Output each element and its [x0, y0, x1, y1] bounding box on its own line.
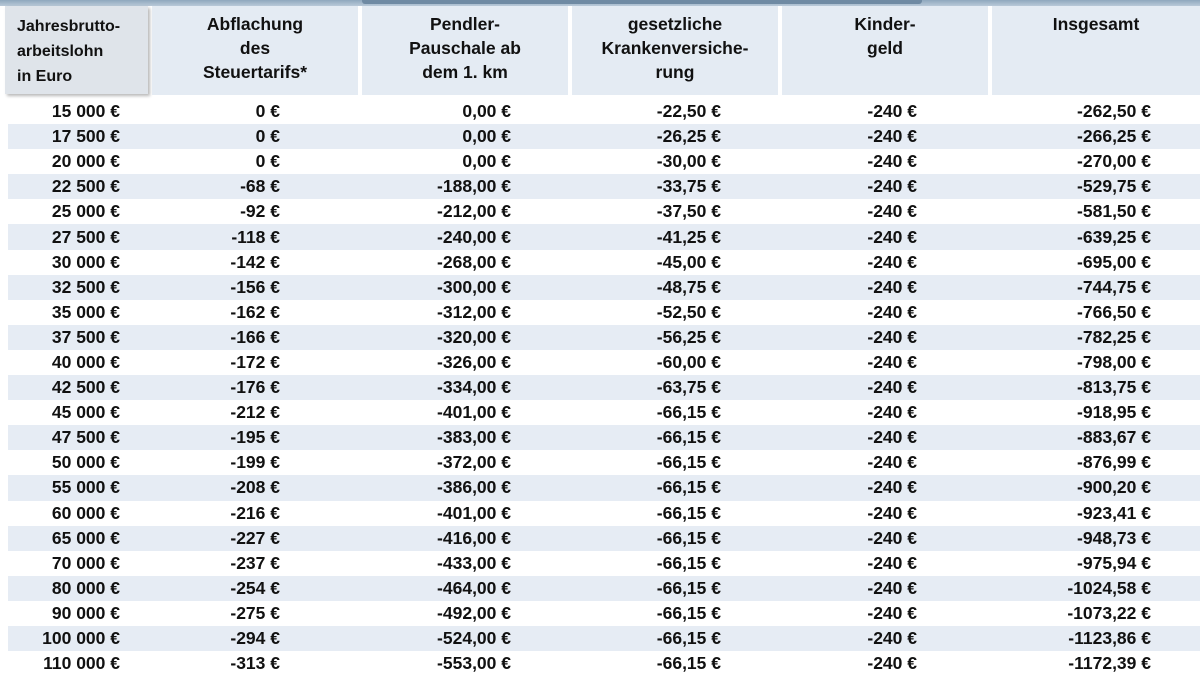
health-insurance-cell: -66,15 € — [511, 450, 721, 475]
tax-flattening-cell: -275 € — [120, 601, 280, 626]
income-cell: 70 000 € — [8, 551, 120, 576]
total-cell: -900,20 € — [917, 475, 1151, 500]
row-margin — [0, 149, 8, 174]
tax-flattening-cell: 0 € — [120, 99, 280, 124]
health-insurance-cell: -52,50 € — [511, 300, 721, 325]
row-end — [1151, 325, 1200, 350]
income-cell: 55 000 € — [8, 475, 120, 500]
income-cell: 100 000 € — [8, 626, 120, 651]
income-cell: 45 000 € — [8, 400, 120, 425]
health-insurance-cell: -66,15 € — [511, 501, 721, 526]
child-benefit-cell: -240 € — [721, 475, 917, 500]
table-row — [0, 601, 1200, 626]
tax-flattening-cell: -156 € — [120, 275, 280, 300]
child-benefit-cell: -240 € — [721, 99, 917, 124]
health-insurance-cell: -48,75 € — [511, 275, 721, 300]
commuter-cell: -300,00 € — [280, 275, 511, 300]
health-insurance-cell: -56,25 € — [511, 325, 721, 350]
health-insurance-cell: -66,15 € — [511, 551, 721, 576]
row-end — [1151, 400, 1200, 425]
commuter-cell: -464,00 € — [280, 576, 511, 601]
commuter-cell: -524,00 € — [280, 626, 511, 651]
income-cell: 20 000 € — [8, 149, 120, 174]
header-total: Insgesamt — [992, 6, 1200, 95]
income-cell: 65 000 € — [8, 526, 120, 551]
commuter-cell: -212,00 € — [280, 199, 511, 224]
row-end — [1151, 250, 1200, 275]
row-end — [1151, 124, 1200, 149]
row-margin — [0, 124, 8, 149]
income-cell: 37 500 € — [8, 325, 120, 350]
child-benefit-cell: -240 € — [721, 350, 917, 375]
row-end — [1151, 450, 1200, 475]
total-cell: -766,50 € — [917, 300, 1151, 325]
table-row — [0, 475, 1200, 500]
income-cell: 47 500 € — [8, 425, 120, 450]
header-child-benefit: Kinder- geld — [782, 6, 988, 95]
child-benefit-cell: -240 € — [721, 400, 917, 425]
health-insurance-cell: -30,00 € — [511, 149, 721, 174]
health-insurance-cell: -66,15 € — [511, 526, 721, 551]
table-row — [0, 375, 1200, 400]
health-insurance-cell: -37,50 € — [511, 199, 721, 224]
total-cell: -529,75 € — [917, 174, 1151, 199]
total-cell: -883,67 € — [917, 425, 1151, 450]
table-row — [0, 199, 1200, 224]
commuter-cell: -386,00 € — [280, 475, 511, 500]
row-margin — [0, 325, 8, 350]
income-cell: 25 000 € — [8, 199, 120, 224]
commuter-cell: -401,00 € — [280, 501, 511, 526]
table-row — [0, 626, 1200, 651]
commuter-cell: 0,00 € — [280, 124, 511, 149]
table-row — [0, 174, 1200, 199]
income-cell: 17 500 € — [8, 124, 120, 149]
total-cell: -695,00 € — [917, 250, 1151, 275]
header-commuter-allowance: Pendler- Pauschale ab dem 1. km — [362, 6, 568, 95]
tax-flattening-cell: -237 € — [120, 551, 280, 576]
total-cell: -266,25 € — [917, 124, 1151, 149]
top-banner-bar — [362, 0, 922, 4]
row-end — [1151, 651, 1200, 676]
total-cell: -1073,22 € — [917, 601, 1151, 626]
table-body — [0, 99, 1200, 676]
health-insurance-cell: -33,75 € — [511, 174, 721, 199]
income-cell: 27 500 € — [8, 224, 120, 249]
child-benefit-cell: -240 € — [721, 551, 917, 576]
commuter-cell: -334,00 € — [280, 375, 511, 400]
commuter-cell: -553,00 € — [280, 651, 511, 676]
commuter-cell: -268,00 € — [280, 250, 511, 275]
row-margin — [0, 526, 8, 551]
total-cell: -262,50 € — [917, 99, 1151, 124]
row-margin — [0, 576, 8, 601]
tax-flattening-cell: -166 € — [120, 325, 280, 350]
child-benefit-cell: -240 € — [721, 576, 917, 601]
total-cell: -918,95 € — [917, 400, 1151, 425]
row-margin — [0, 601, 8, 626]
child-benefit-cell: -240 € — [721, 174, 917, 199]
child-benefit-cell: -240 € — [721, 601, 917, 626]
row-end — [1151, 501, 1200, 526]
tax-flattening-cell: -162 € — [120, 300, 280, 325]
tax-flattening-cell: -195 € — [120, 425, 280, 450]
row-margin — [0, 99, 8, 124]
child-benefit-cell: -240 € — [721, 375, 917, 400]
row-end — [1151, 149, 1200, 174]
row-margin — [0, 224, 8, 249]
commuter-cell: -383,00 € — [280, 425, 511, 450]
commuter-cell: -326,00 € — [280, 350, 511, 375]
row-end — [1151, 375, 1200, 400]
child-benefit-cell: -240 € — [721, 124, 917, 149]
income-cell: 90 000 € — [8, 601, 120, 626]
table-row — [0, 576, 1200, 601]
table-header — [0, 6, 1200, 98]
income-cell: 15 000 € — [8, 99, 120, 124]
row-end — [1151, 224, 1200, 249]
health-insurance-cell: -66,15 € — [511, 601, 721, 626]
child-benefit-cell: -240 € — [721, 275, 917, 300]
data-table — [0, 99, 1200, 676]
income-cell: 22 500 € — [8, 174, 120, 199]
header-health-insurance: gesetzliche Krankenversiche- rung — [572, 6, 778, 95]
row-end — [1151, 425, 1200, 450]
tax-flattening-cell: -208 € — [120, 475, 280, 500]
health-insurance-cell: -26,25 € — [511, 124, 721, 149]
table-row — [0, 551, 1200, 576]
row-margin — [0, 275, 8, 300]
income-cell: 80 000 € — [8, 576, 120, 601]
total-cell: -813,75 € — [917, 375, 1151, 400]
health-insurance-cell: -60,00 € — [511, 350, 721, 375]
table-row — [0, 224, 1200, 249]
row-end — [1151, 275, 1200, 300]
table-row — [0, 651, 1200, 676]
tax-flattening-cell: -199 € — [120, 450, 280, 475]
total-cell: -744,75 € — [917, 275, 1151, 300]
tax-flattening-cell: 0 € — [120, 149, 280, 174]
income-cell: 40 000 € — [8, 350, 120, 375]
child-benefit-cell: -240 € — [721, 250, 917, 275]
commuter-cell: 0,00 € — [280, 99, 511, 124]
row-margin — [0, 425, 8, 450]
income-cell: 42 500 € — [8, 375, 120, 400]
row-end — [1151, 99, 1200, 124]
header-income: Jahresbrutto- arbeitslohn in Euro — [5, 6, 148, 94]
row-margin — [0, 250, 8, 275]
health-insurance-cell: -66,15 € — [511, 425, 721, 450]
tax-flattening-cell: -92 € — [120, 199, 280, 224]
table-row — [0, 501, 1200, 526]
row-margin — [0, 651, 8, 676]
income-cell: 32 500 € — [8, 275, 120, 300]
row-margin — [0, 475, 8, 500]
tax-flattening-cell: -68 € — [120, 174, 280, 199]
row-end — [1151, 199, 1200, 224]
commuter-cell: -372,00 € — [280, 450, 511, 475]
table-row — [0, 250, 1200, 275]
child-benefit-cell: -240 € — [721, 501, 917, 526]
health-insurance-cell: -22,50 € — [511, 99, 721, 124]
commuter-cell: -401,00 € — [280, 400, 511, 425]
child-benefit-cell: -240 € — [721, 149, 917, 174]
total-cell: -948,73 € — [917, 526, 1151, 551]
health-insurance-cell: -63,75 € — [511, 375, 721, 400]
commuter-cell: -433,00 € — [280, 551, 511, 576]
table-row — [0, 124, 1200, 149]
row-end — [1151, 475, 1200, 500]
row-margin — [0, 626, 8, 651]
tax-flattening-cell: 0 € — [120, 124, 280, 149]
row-margin — [0, 350, 8, 375]
table-row — [0, 99, 1200, 124]
table-row — [0, 425, 1200, 450]
table-row — [0, 275, 1200, 300]
child-benefit-cell: -240 € — [721, 325, 917, 350]
table-row — [0, 325, 1200, 350]
row-end — [1151, 174, 1200, 199]
total-cell: -1123,86 € — [917, 626, 1151, 651]
total-cell: -1172,39 € — [917, 651, 1151, 676]
row-end — [1151, 551, 1200, 576]
commuter-cell: -240,00 € — [280, 224, 511, 249]
income-cell: 50 000 € — [8, 450, 120, 475]
table-row — [0, 149, 1200, 174]
row-end — [1151, 526, 1200, 551]
total-cell: -798,00 € — [917, 350, 1151, 375]
row-margin — [0, 300, 8, 325]
tax-flattening-cell: -294 € — [120, 626, 280, 651]
row-end — [1151, 576, 1200, 601]
row-end — [1151, 350, 1200, 375]
commuter-cell: -320,00 € — [280, 325, 511, 350]
total-cell: -639,25 € — [917, 224, 1151, 249]
tax-flattening-cell: -118 € — [120, 224, 280, 249]
tax-flattening-cell: -313 € — [120, 651, 280, 676]
tax-flattening-cell: -254 € — [120, 576, 280, 601]
health-insurance-cell: -66,15 € — [511, 626, 721, 651]
health-insurance-cell: -66,15 € — [511, 576, 721, 601]
health-insurance-cell: -66,15 € — [511, 400, 721, 425]
total-cell: -1024,58 € — [917, 576, 1151, 601]
tax-flattening-cell: -142 € — [120, 250, 280, 275]
health-insurance-cell: -66,15 € — [511, 651, 721, 676]
table-row — [0, 300, 1200, 325]
tax-flattening-cell: -176 € — [120, 375, 280, 400]
total-cell: -975,94 € — [917, 551, 1151, 576]
total-cell: -923,41 € — [917, 501, 1151, 526]
row-margin — [0, 400, 8, 425]
child-benefit-cell: -240 € — [721, 626, 917, 651]
row-end — [1151, 300, 1200, 325]
tax-flattening-cell: -227 € — [120, 526, 280, 551]
row-margin — [0, 450, 8, 475]
row-margin — [0, 501, 8, 526]
child-benefit-cell: -240 € — [721, 651, 917, 676]
row-end — [1151, 626, 1200, 651]
total-cell: -270,00 € — [917, 149, 1151, 174]
income-cell: 110 000 € — [8, 651, 120, 676]
tax-flattening-cell: -216 € — [120, 501, 280, 526]
header-tax-flattening: Abflachung des Steuertarifs* — [152, 6, 358, 95]
tax-flattening-cell: -172 € — [120, 350, 280, 375]
income-cell: 30 000 € — [8, 250, 120, 275]
child-benefit-cell: -240 € — [721, 300, 917, 325]
tax-flattening-cell: -212 € — [120, 400, 280, 425]
child-benefit-cell: -240 € — [721, 199, 917, 224]
total-cell: -581,50 € — [917, 199, 1151, 224]
row-margin — [0, 174, 8, 199]
row-margin — [0, 551, 8, 576]
income-cell: 60 000 € — [8, 501, 120, 526]
health-insurance-cell: -45,00 € — [511, 250, 721, 275]
table-row — [0, 450, 1200, 475]
table-row — [0, 350, 1200, 375]
row-margin — [0, 199, 8, 224]
commuter-cell: 0,00 € — [280, 149, 511, 174]
commuter-cell: -188,00 € — [280, 174, 511, 199]
child-benefit-cell: -240 € — [721, 425, 917, 450]
total-cell: -782,25 € — [917, 325, 1151, 350]
child-benefit-cell: -240 € — [721, 450, 917, 475]
table-row — [0, 400, 1200, 425]
child-benefit-cell: -240 € — [721, 526, 917, 551]
commuter-cell: -312,00 € — [280, 300, 511, 325]
total-cell: -876,99 € — [917, 450, 1151, 475]
table-row — [0, 526, 1200, 551]
commuter-cell: -416,00 € — [280, 526, 511, 551]
income-cell: 35 000 € — [8, 300, 120, 325]
health-insurance-cell: -41,25 € — [511, 224, 721, 249]
health-insurance-cell: -66,15 € — [511, 475, 721, 500]
row-margin — [0, 375, 8, 400]
row-end — [1151, 601, 1200, 626]
child-benefit-cell: -240 € — [721, 224, 917, 249]
commuter-cell: -492,00 € — [280, 601, 511, 626]
